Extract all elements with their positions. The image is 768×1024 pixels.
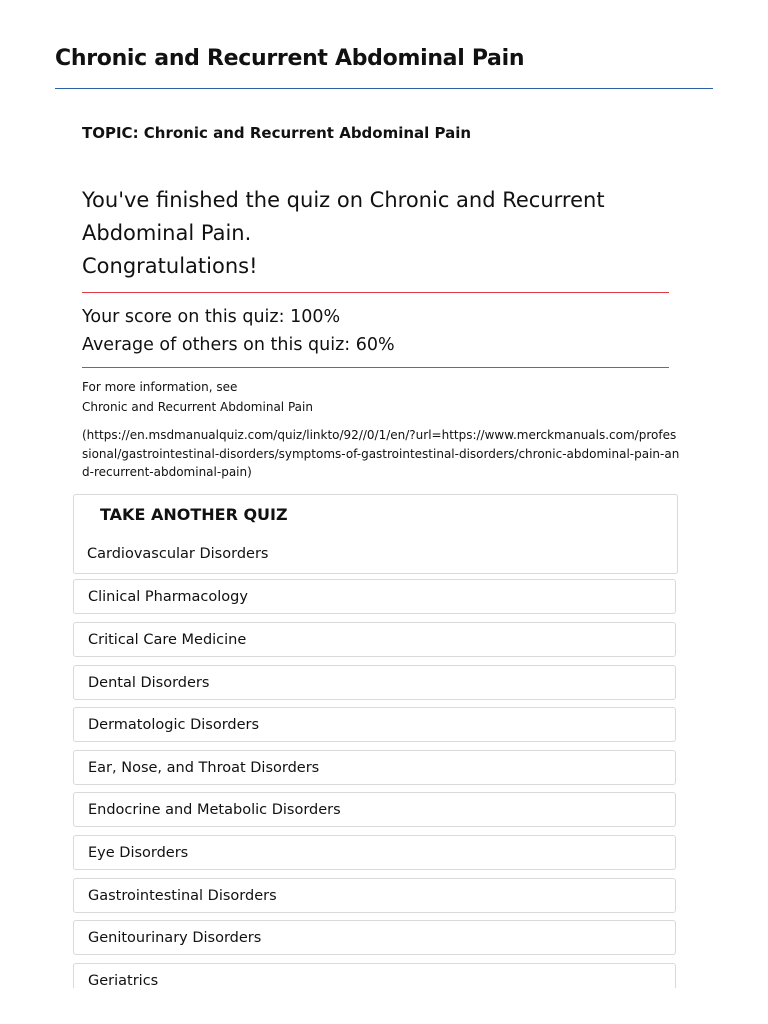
quiz-item-label: Dental Disorders [88, 675, 210, 691]
quiz-item-cardiovascular[interactable]: Cardiovascular Disorders [87, 546, 269, 562]
page-title: Chronic and Recurrent Abdominal Pain [55, 46, 525, 71]
quiz-item-label: Genitourinary Disorders [88, 930, 262, 946]
quiz-item-dermatologic[interactable] [73, 707, 676, 742]
more-info-link[interactable]: Chronic and Recurrent Abdominal Pain [82, 400, 313, 414]
quiz-item-label: Geriatrics [88, 973, 159, 988]
quiz-item-label: Gastrointestinal Disorders [88, 888, 277, 904]
more-info-intro: For more information, see [82, 380, 238, 394]
result-divider-top [82, 292, 669, 293]
quiz-item-label: Dermatologic Disorders [88, 717, 260, 733]
quiz-item-label: Critical Care Medicine [88, 632, 247, 648]
congratulations-text: Congratulations! [82, 254, 258, 278]
quiz-item-eye[interactable] [73, 835, 676, 870]
quiz-item-clinical-pharmacology[interactable] [73, 579, 676, 614]
more-info-url: (https://en.msdmanualquiz.com/quiz/linkto/92//0/1/en/?url=https://www.merckmanuals.com/professional/gastrointestinal-disorders/symptoms-of-gastrointestinal-disorders/chronic-abdominal-pain-and-recurrent-abdominal-pain) [82, 428, 680, 479]
quiz-item-dental[interactable] [73, 665, 676, 700]
result-divider-bottom [82, 367, 669, 368]
score-block [82, 303, 395, 359]
your-score: Your score on this quiz: 100% [82, 307, 341, 327]
take-another-quiz-heading: TAKE ANOTHER QUIZ [100, 505, 288, 524]
topic-heading: TOPIC: Chronic and Recurrent Abdominal Pain [82, 124, 472, 142]
quiz-item-label: Ear, Nose, and Throat Disorders [88, 760, 320, 776]
result-message [82, 184, 672, 283]
title-divider [55, 88, 713, 89]
quiz-item-endocrine[interactable] [73, 792, 676, 827]
quiz-item-label: Clinical Pharmacology [88, 589, 248, 605]
quiz-item-label: Eye Disorders [88, 845, 189, 861]
quiz-item-gastrointestinal[interactable] [73, 878, 676, 913]
quiz-item-geriatrics[interactable] [73, 963, 676, 988]
quiz-item-label: Endocrine and Metabolic Disorders [88, 802, 341, 818]
quiz-item-genitourinary[interactable] [73, 920, 676, 955]
more-info [82, 377, 313, 417]
quiz-item-critical-care[interactable] [73, 622, 676, 657]
average-score: Average of others on this quiz: 60% [82, 335, 395, 355]
finished-message: You've finished the quiz on Chronic and Recurrent Abdominal Pain. [82, 188, 605, 245]
quiz-item-ent[interactable] [73, 750, 676, 785]
